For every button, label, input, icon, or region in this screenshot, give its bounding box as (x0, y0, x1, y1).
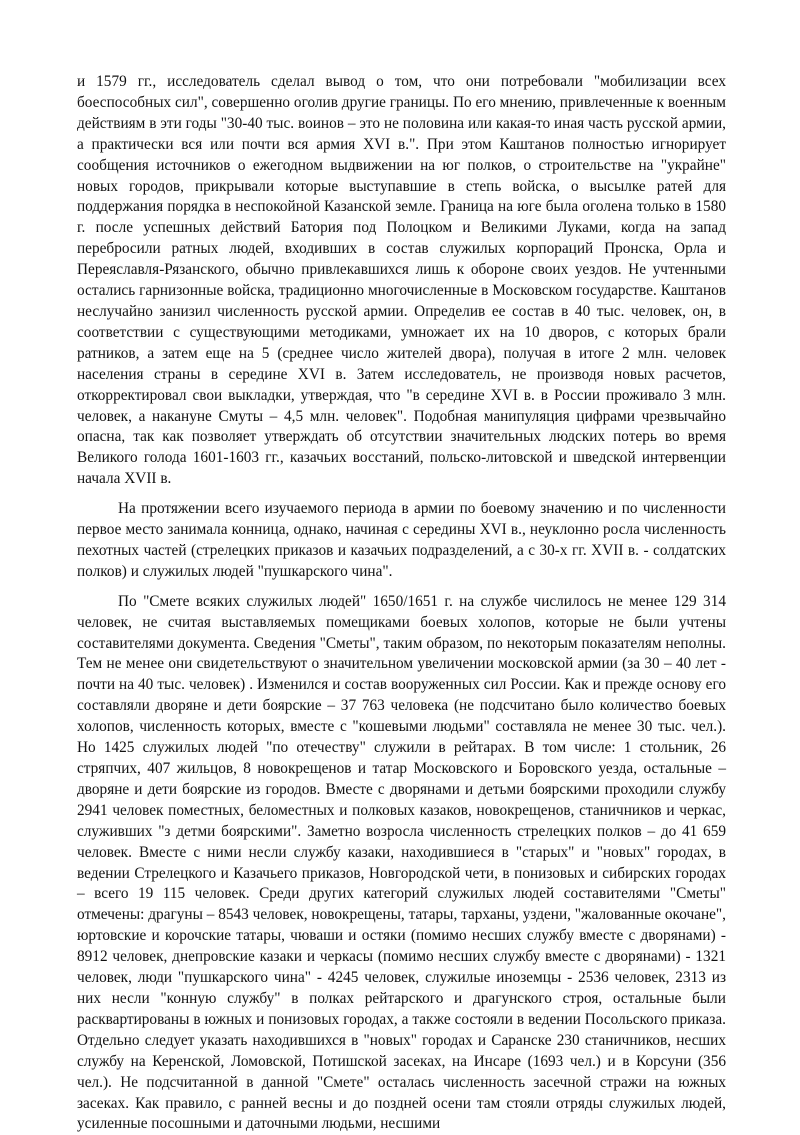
paragraph-1: и 1579 гг., исследователь сделал вывод о том, что они потребовали "мобилизации всех боеспособных сил", совершенно оголив другие границы. По его мнению, привлеченные к военным действиям в эти годы "30-40 тыс. воинов – это не половина или какая-то иная часть русской армии, а практически вся или почти вся армия XVI в.". При этом Каштанов полностью игнорирует сообщения источников о ежегодном выдвижении на юг полков, о строительстве на "украйне" новых городов, прикрывали которые выступавшие в степь войска, о высылке ратей для поддержания порядка в неспокойной Казанской земле. Граница на юге была оголена только в 1580 г. после успешных действий Батория под Полоцком и Великими Луками, когда на запад перебросили ратных людей, входивших в состав служилых корпораций Пронска, Орла и Переяславля-Рязанского, обычно привлекавшихся лишь к обороне своих уездов. Не учтенными остались гарнизонные войска, традиционно многочисленные в Московском государстве. Каштанов неслучайно занизил численность русской армии. Определив ее состав в 40 тыс. человек, он, в соответствии с существующими методиками, умножает их на 10 дворов, с которых брали ратников, а затем еще на 5 (среднее число жителей двора), получая в итоге 2 млн. человек населения страны в середине XVI в. Затем исследователь, не производя новых расчетов, откорректировал свои выкладки, утверждая, что "в середине XVI в. в России проживало 3 млн. человек, а накануне Смуты – 4,5 млн. человек". Подобная манипуляция цифрами чрезвычайно опасна, так как позволяет утверждать об отсутствии значительных людских потерь во время Великого голода 1601-1603 гг., казачьих восстаний, польско-литовской и шведской интервенции начала XVII в. (77, 73, 726, 488)
paragraph-3: По "Смете всяких служилых людей" 1650/1651 г. на службе числилось не менее 129 314 человек, не считая выставляемых помещиками боевых холопов, которые не были учтены составителями документа. Сведения "Сметы", таким образом, по некоторым показателям неполны. Тем не менее они свидетельствуют о значительном увеличении московской армии (за 30 – 40 лет - почти на 40 тыс. человек) . Изменился и состав вооруженных сил России. Как и прежде основу его составляли дворяне и дети боярские – 37 763 человека (не подсчитано было количество боевых холопов, численность которых, вместе с "кошевыми людьми" составляла не менее 30 тыс. чел.). Но 1425 служилых людей "по отечеству" служили в рейтарах. В том числе: 1 стольник, 26 стряпчих, 407 жильцов, 8 новокрещенов и татар Московского и Боровского уезда, остальные – дворяне и дети боярские из городов. Вместе с дворянами и детьми боярскими проходили службу 2941 человек поместных, беломестных и полковых казаков, новокрещенов, станичников и черкас, служивших "з детми боярскими". Заметно возросла численность стрелецких полков – до 41 659 человек. Вместе с ними несли службу казаки, находившиеся в "старых" и "новых" городах, в ведении Стрелецкого и Казачьего приказов, Новгородской чети, в понизовых и сибирских городах – всего 19 115 человек. Среди других категорий служилых людей составителями "Сметы" отмечены: драгуны – 8543 человек, новокрещены, татары, тарханы, уздени, "жалованные окочане", юртовские и корочские татары, чюваши и остяки (помимо несших службу вместе с дворянами) - 8912 человек, днепровские казаки и черкасы (помимо несших службу вместе с дворянами) - 1321 человек, люди "пушкарского чина" - 4245 человек, служилые иноземцы - 2536 человек, 2313 из них несли "конную службу" в полках рейтарского и драгунского строя, остальные были расквартированы в южных и понизовых городах, а также состояли в ведении Посольского приказа. Отдельно следует указать находившихся в "новых" городах и Саранске 230 станичников, несших службу на Керенской, Ломовской, Потишской засеках, на Инсаре (1693 чел.) и в Корсуни (356 чел.). Не подсчитанной в данной "Смете" осталась численность засечной стражи на южных засеках. Как правило, с ранней весны и до поздней осени там стояли отряды служилых людей, усиленные посошными и даточными людьми, несшими (77, 592, 726, 1133)
paragraph-2: На протяжении всего изучаемого периода в армии по боевому значению и по численности первое место занимала конница, однако, начиная с середины XVI в., неуклонно росла численность пехотных частей (стрелецких приказов и казачьих подразделений, а с 30-х гг. XVII в. - солдатских полков) и служилых людей "пушкарского чина". (77, 500, 726, 580)
document-page (77, 72, 726, 1135)
